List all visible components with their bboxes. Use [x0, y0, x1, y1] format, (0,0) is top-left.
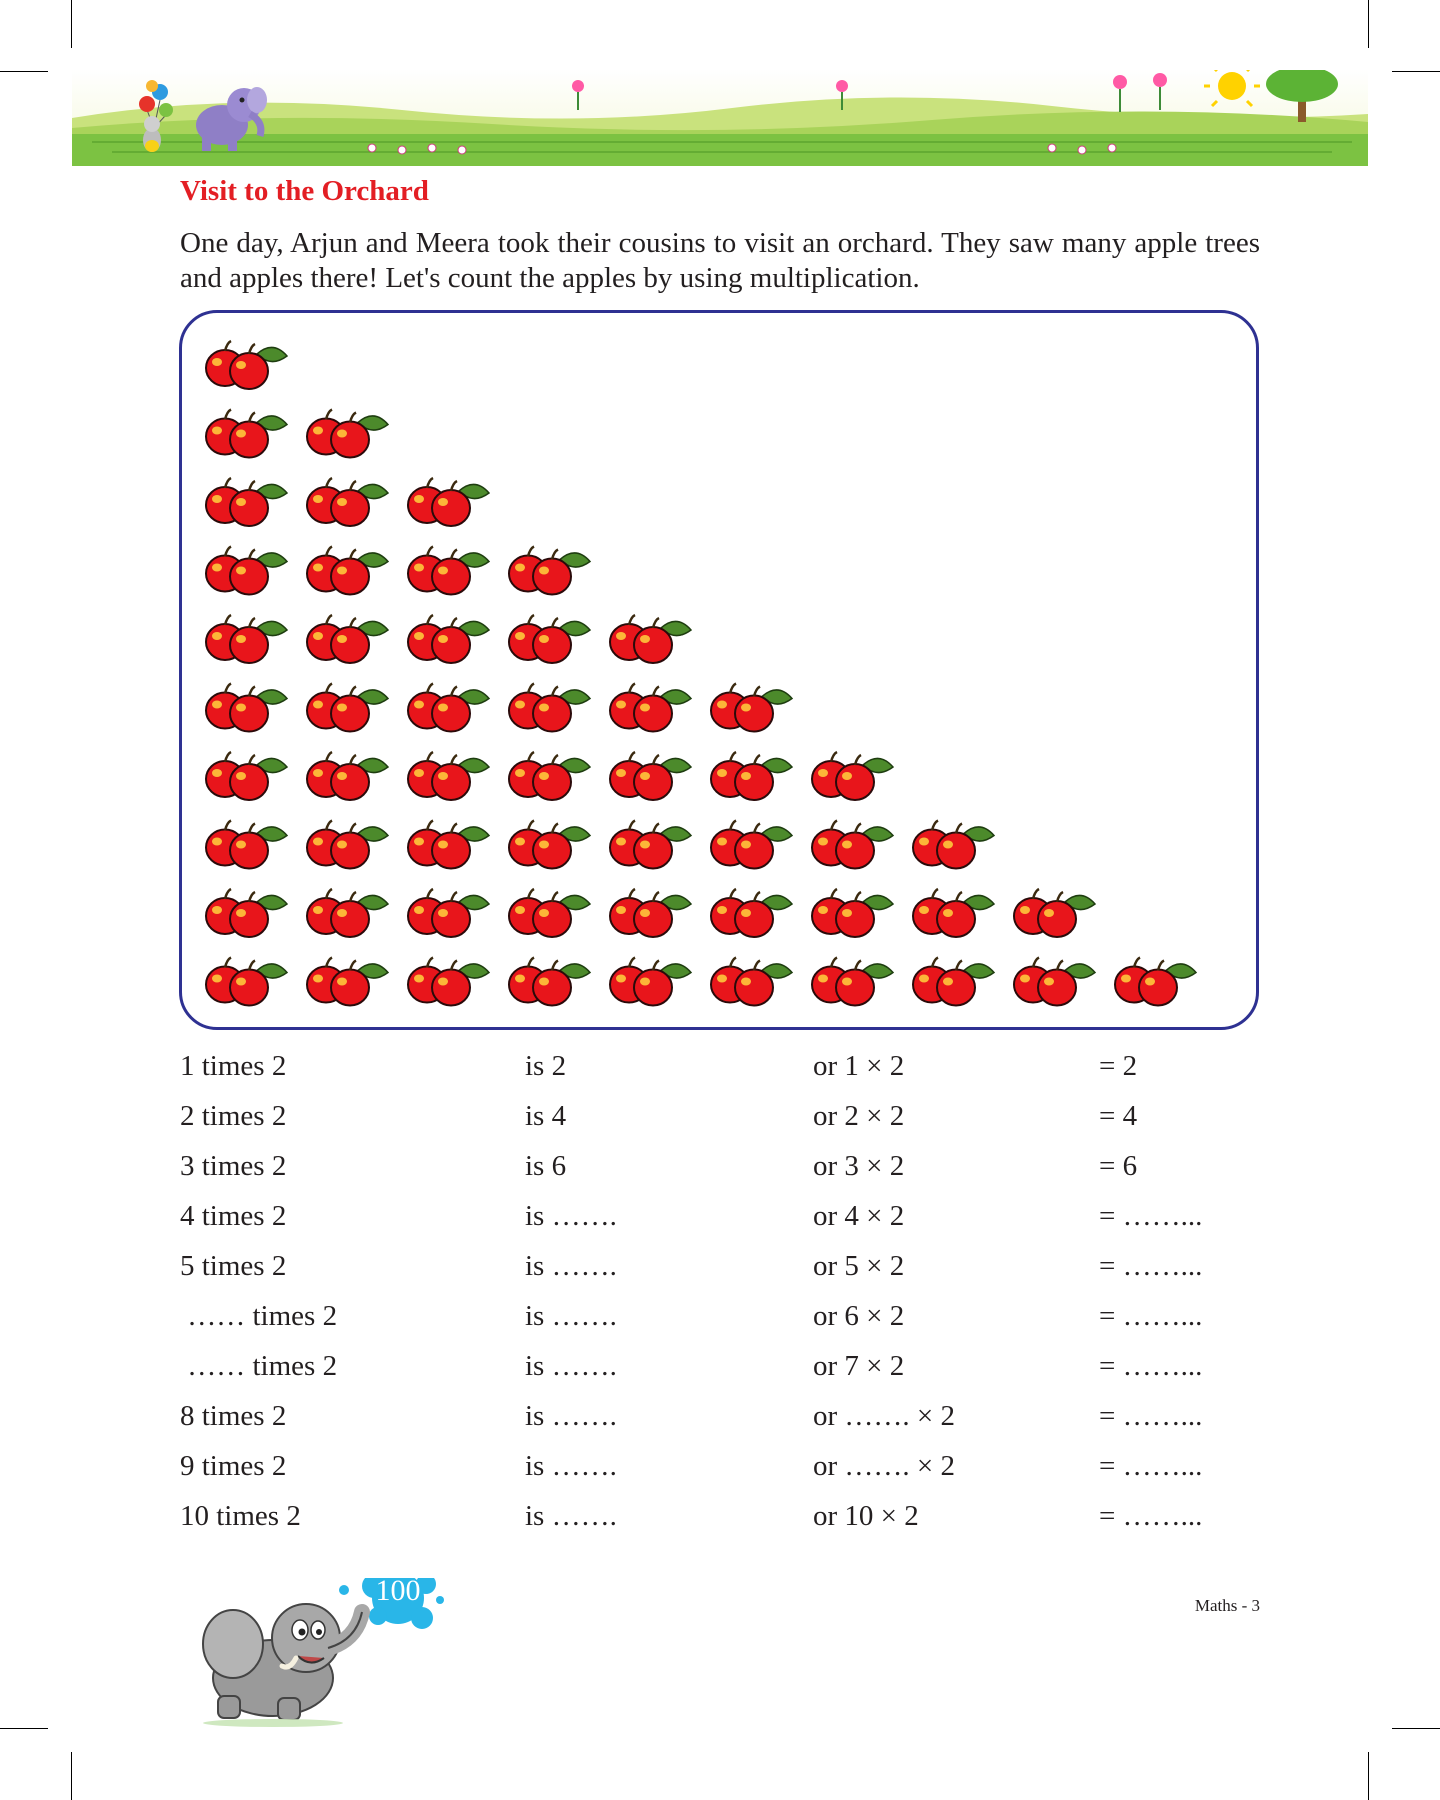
apple-pair: [307, 821, 388, 869]
expression-cell: or 4 × 2: [813, 1200, 905, 1232]
apple-pair: [206, 958, 287, 1006]
table-row: [180, 1046, 1280, 1086]
result-cell: is …….: [525, 1200, 617, 1232]
apple-pair: [408, 889, 489, 937]
apple-pair: [408, 752, 489, 800]
times-cell: …… times 2: [180, 1300, 338, 1332]
apple-pair: [509, 958, 590, 1006]
result-cell: is …….: [525, 1250, 617, 1282]
apple-pair: [610, 821, 691, 869]
apple-pair: [711, 958, 792, 1006]
apple-pair: [610, 615, 691, 663]
table-row: [180, 1296, 1280, 1336]
result-cell: is …….: [525, 1450, 617, 1482]
apple-pair: [307, 615, 388, 663]
times-cell: 3 times 2: [180, 1150, 287, 1182]
times-cell: 5 times 2: [180, 1250, 287, 1282]
answer-cell: = ……...: [1099, 1200, 1203, 1232]
expression-cell: or 6 × 2: [813, 1300, 905, 1332]
table-row: [180, 1196, 1280, 1236]
answer-cell: = ……...: [1099, 1500, 1203, 1532]
apple-pair: [408, 547, 489, 595]
times-cell: 9 times 2: [180, 1450, 287, 1482]
answer-cell: = ……...: [1099, 1250, 1203, 1282]
apple-pair: [307, 684, 388, 732]
apple-pair: [408, 684, 489, 732]
table-row: [180, 1096, 1280, 1136]
times-cell: 2 times 2: [180, 1100, 287, 1132]
times-cell: 8 times 2: [180, 1400, 287, 1432]
apple-pair: [913, 821, 994, 869]
expression-cell: or 10 × 2: [813, 1500, 919, 1532]
apple-pair: [812, 752, 893, 800]
apple-pair: [509, 821, 590, 869]
apple-pair: [711, 821, 792, 869]
table-row: [180, 1496, 1280, 1536]
apple-pair: [206, 410, 287, 458]
apple-pair: [206, 341, 287, 389]
apple-pair: [610, 684, 691, 732]
badge-number: 100: [375, 1574, 421, 1607]
result-cell: is …….: [525, 1350, 617, 1382]
times-cell: …… times 2: [180, 1350, 338, 1382]
expression-cell: or ……. × 2: [813, 1400, 956, 1432]
answer-cell: = 6: [1099, 1150, 1138, 1182]
page-footer: Maths - 3: [1194, 1596, 1260, 1615]
apple-pair: [610, 958, 691, 1006]
apple-pair: [913, 958, 994, 1006]
answer-cell: = ……...: [1099, 1400, 1203, 1432]
result-cell: is …….: [525, 1300, 617, 1332]
apple-pair: [206, 615, 287, 663]
apple-pair: [711, 889, 792, 937]
times-cell: 1 times 2: [180, 1050, 287, 1082]
apple-pair: [812, 821, 893, 869]
table-row: [180, 1396, 1280, 1436]
apple-pair: [206, 821, 287, 869]
apple-pair: [206, 478, 287, 526]
apple-pair: [1014, 958, 1095, 1006]
apple-pair: [408, 958, 489, 1006]
apple-pair: [812, 889, 893, 937]
times-cell: 10 times 2: [180, 1500, 301, 1532]
apple-pair: [509, 752, 590, 800]
apple-pair: [307, 958, 388, 1006]
apple-pair: [1115, 958, 1196, 1006]
apple-pair: [610, 752, 691, 800]
apple-pair: [307, 752, 388, 800]
answer-cell: = ……...: [1099, 1350, 1203, 1382]
answer-cell: = 2: [1099, 1050, 1138, 1082]
apple-pair: [307, 889, 388, 937]
table-row: [180, 1146, 1280, 1186]
apple-pair: [408, 615, 489, 663]
apple-pair: [509, 615, 590, 663]
expression-cell: or 7 × 2: [813, 1350, 905, 1382]
answer-cell: = ……...: [1099, 1450, 1203, 1482]
result-cell: is …….: [525, 1400, 617, 1432]
page-title: Visit to the Orchard: [180, 175, 429, 207]
apple-pair: [509, 684, 590, 732]
apple-pair: [509, 547, 590, 595]
apple-pair: [610, 889, 691, 937]
result-cell: is …….: [525, 1500, 617, 1532]
apple-pair: [509, 889, 590, 937]
apple-pair: [206, 547, 287, 595]
apple-pair: [711, 684, 792, 732]
apple-pair: [1014, 889, 1095, 937]
intro-paragraph: One day, Arjun and Meera took their cousins to visit an orchard. They saw many apple trees and apples there! Let's count the apples by using multiplication.: [180, 227, 1260, 294]
expression-cell: or 2 × 2: [813, 1100, 905, 1132]
apple-pair: [711, 752, 792, 800]
answer-cell: = 4: [1099, 1100, 1138, 1132]
table-row: [180, 1346, 1280, 1386]
apple-pair: [206, 889, 287, 937]
answer-cell: = ……...: [1099, 1300, 1203, 1332]
apple-pair: [307, 410, 388, 458]
result-cell: is 2: [525, 1050, 567, 1082]
apple-pair: [307, 478, 388, 526]
expression-cell: or 3 × 2: [813, 1150, 905, 1182]
times-cell: 4 times 2: [180, 1200, 287, 1232]
result-cell: is 6: [525, 1150, 567, 1182]
table-row: [180, 1246, 1280, 1286]
expression-cell: or 5 × 2: [813, 1250, 905, 1282]
apple-pair: [913, 889, 994, 937]
table-row: [180, 1446, 1280, 1486]
apple-pair: [408, 821, 489, 869]
apple-pair: [408, 478, 489, 526]
apple-pair: [206, 752, 287, 800]
expression-cell: or 1 × 2: [813, 1050, 905, 1082]
apple-pair: [206, 684, 287, 732]
apple-pair: [812, 958, 893, 1006]
expression-cell: or ……. × 2: [813, 1450, 956, 1482]
apple-pair: [307, 547, 388, 595]
result-cell: is 4: [525, 1100, 567, 1132]
